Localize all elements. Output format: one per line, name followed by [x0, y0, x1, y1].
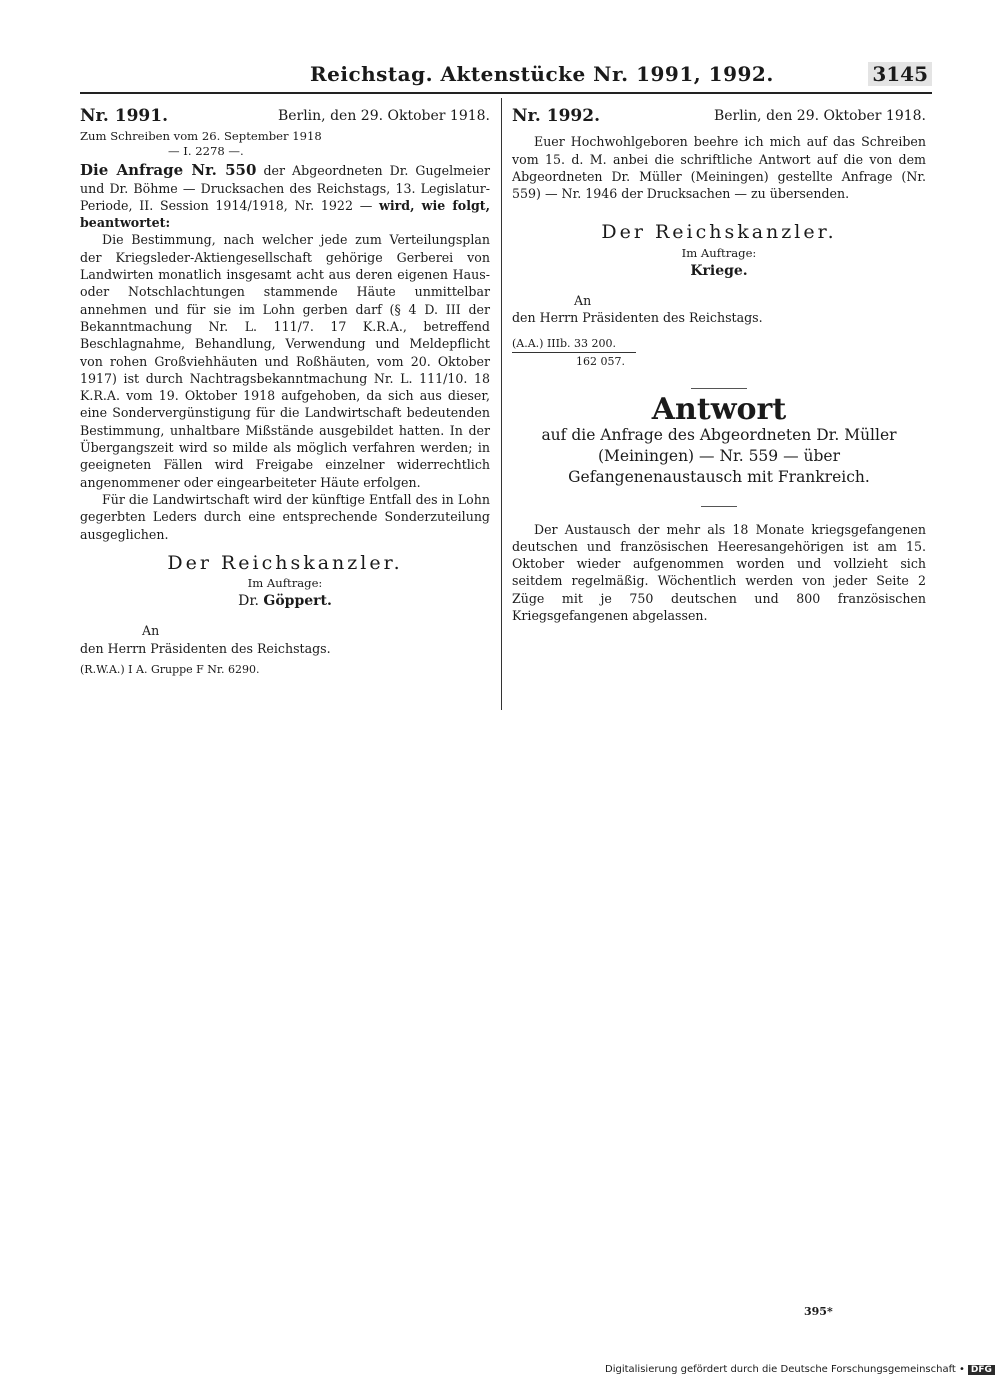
addressee: den Herrn Präsidenten des Reichstags. — [512, 310, 763, 326]
body-paragraph: Für die Landwirtschaft wird der künftige Entfall des in Lohn gegerbten Leders durch eine entsprechende Sonderzuteilung ausgeglichen. — [80, 491, 490, 542]
dfg-logo: DFG — [968, 1365, 995, 1375]
doc-heading — [512, 108, 926, 125]
signer-name: Göppert. — [263, 593, 332, 610]
divider — [691, 388, 747, 389]
inquiry-text: der Abgeordneten Dr. Gugelmeier und Dr. Böhme — Drucksachen des Reichstags, 13. Legislatur-Periode, II. Session 1914/1918, Nr. 1922 — — [80, 163, 490, 213]
addressee-prefix: An — [142, 623, 160, 639]
answer-title: Antwort — [651, 392, 787, 428]
inquiry-statement — [80, 162, 490, 231]
signer-title: Der Reichskanzler. — [167, 551, 403, 574]
page-number: 3145 — [868, 62, 932, 86]
file-reference: (R.W.A.) I A. Gruppe F Nr. 6290. — [80, 663, 260, 677]
document-number: Nr. 1992. — [512, 108, 601, 126]
sheet-mark: 395* — [804, 1305, 833, 1318]
column-divider — [501, 98, 502, 710]
file-reference-number: 162 057. — [576, 354, 625, 368]
header-title: Reichstag. Aktenstücke Nr. 1991, 1992. — [310, 62, 774, 86]
signature — [80, 593, 490, 610]
body-paragraph: Euer Hochwohlgeboren beehre ich mich auf das Schreiben vom 15. d. M. anbei die schriftliche Antwort auf die von dem Abgeordneten Dr. Müller (Meiningen) gestellte Anfrage (Nr. 559) — Nr. 1946 der Drucksachen — zu übersenden. — [512, 134, 926, 202]
answer-text: Der Austausch der mehr als 18 Monate kriegsgefangenen deutschen und französischen Heeresangehörigen ist am 15. Oktober wieder aufgenommen worden und vollzieht sich seitdem regelmäßig. Wöchentlich werden von jeder Seite 2 Züge mit je 750 deutschen und 800 französischen Kriegsgefangenen abgelassen. — [512, 521, 926, 624]
file-reference: (A.A.) IIIb. 33 200. — [512, 335, 636, 353]
signer-title: Der Reichskanzler. — [601, 221, 837, 244]
document-date: Berlin, den 29. Oktober 1918. — [277, 108, 490, 124]
addressee-prefix: An — [574, 293, 592, 309]
divider — [701, 506, 737, 507]
signer-prefix: Dr. — [238, 593, 259, 610]
reference-line: Zum Schreiben vom 26. September 1918 — [80, 129, 322, 144]
footer-text: Digitalisierung gefördert durch die Deutsche Forschungsgemeinschaft • — [605, 1364, 965, 1375]
footer — [605, 1364, 995, 1375]
body-paragraph: Die Bestimmung, nach welcher jede zum Verteilungsplan der Kriegsleder-Aktiengesellschaft gehörige Gerberei von Landwirten monatlich insgesamt acht aus deren eigenen Haus- oder Notschlachtungen stammende Häute unmittelbar annehmen und für sie im Lohn gerben darf (§ 4 D. III der Bekanntmachung Nr. L. 111/7. 17 K.R.A., betreffend Beschlagnahme, Behandlung, Verwendung und Meldepflicht von rohen Großviehhäuten und Roßhäuten, vom 20. Oktober 1917) ist durch Nachtragsbekanntmachung Nr. L. 111/10. 18 K.R.A. vom 19. Oktober 1918 aufgehoben, da sich aus dieser, eine Sondervergünstigung für die Landwirtschaft bedeutenden Bestimmung, unhaltbare Mißstände ausgebildet hatten. In der Übergangszeit wird so milde als möglich verfahren werden; in geeigneten Fällen wird Freigabe einzelner widerrechtlich angenommener oder eingearbeiteter Häute erfolgen. — [80, 232, 490, 490]
on-behalf-label: Im Auftrage: — [247, 576, 323, 591]
answer-subtitle: auf die Anfrage des Abgeordneten Dr. Müller (Meiningen) — Nr. 559 — über Gefangenenaustausch mit Frankreich. — [541, 425, 897, 486]
document-1991 — [80, 108, 490, 678]
document-1992 — [512, 108, 926, 624]
addressee: den Herrn Präsidenten des Reichstags. — [80, 640, 331, 656]
page-header — [80, 62, 932, 94]
reference-number: — I. 2278 —. — [168, 144, 244, 159]
document-date: Berlin, den 29. Oktober 1918. — [713, 108, 926, 124]
signer-name: Kriege. — [690, 262, 748, 279]
doc-heading — [80, 108, 490, 125]
inquiry-label: Die Anfrage Nr. 550 — [80, 161, 257, 180]
document-number: Nr. 1991. — [80, 108, 169, 126]
on-behalf-label: Im Auftrage: — [681, 245, 757, 260]
inquiry-conclusion: wird, wie folgt, beantwortet: — [80, 197, 490, 231]
